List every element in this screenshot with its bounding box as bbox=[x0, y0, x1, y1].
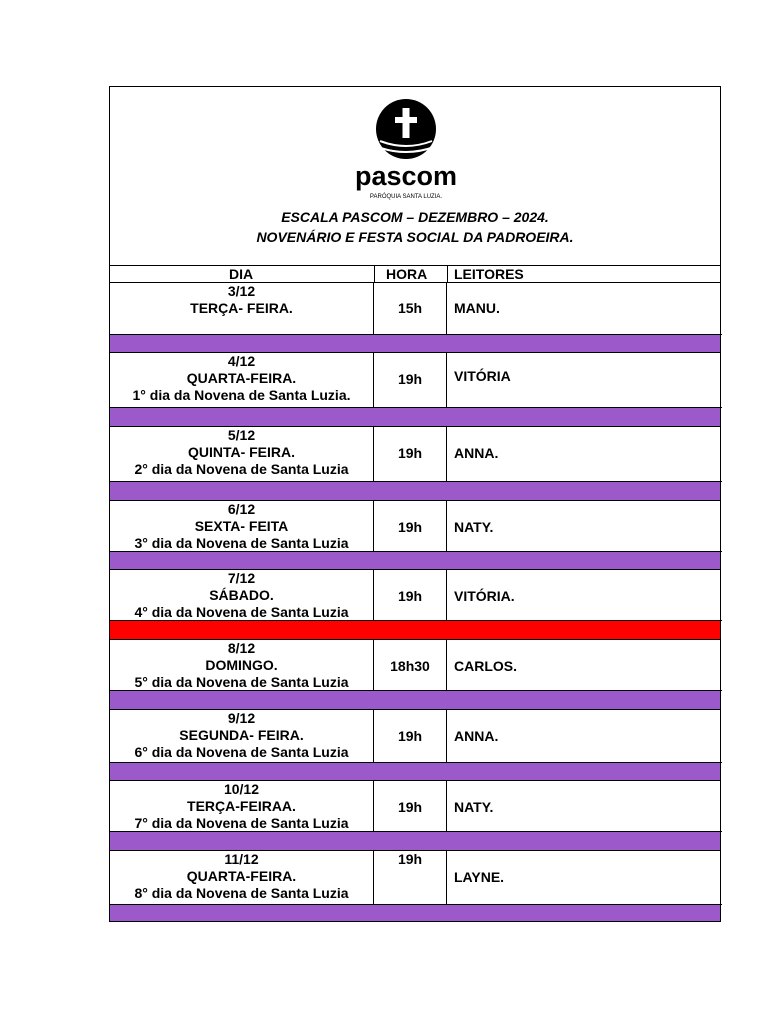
cell-leitor: VITÓRIA bbox=[454, 368, 511, 384]
separator-bar-purple bbox=[110, 408, 720, 427]
cell-hora: 19h bbox=[374, 781, 447, 831]
dia-note: 6° dia da Novena de Santa Luzia bbox=[134, 744, 349, 760]
cell-dia bbox=[110, 640, 374, 690]
table-row bbox=[110, 710, 722, 763]
cell-hora: 19h bbox=[374, 501, 447, 551]
cell-leitor: CARLOS. bbox=[454, 658, 517, 674]
separator-bar-purple bbox=[110, 905, 720, 922]
cell-dia bbox=[110, 283, 374, 334]
logo-subtitle: PARÓQUIA SANTA LUZIA. bbox=[369, 194, 443, 200]
dia-note: 4° dia da Novena de Santa Luzia bbox=[134, 604, 349, 620]
dia-note: 5° dia da Novena de Santa Luzia bbox=[134, 674, 349, 690]
cell-dia bbox=[110, 353, 374, 407]
dia-date: 4/12 bbox=[227, 353, 256, 369]
table-row bbox=[110, 570, 722, 621]
separator-bar-purple bbox=[110, 335, 720, 353]
table-row bbox=[110, 640, 722, 691]
dia-date: 10/12 bbox=[223, 781, 260, 797]
cell-dia bbox=[110, 781, 374, 831]
dia-date: 6/12 bbox=[227, 501, 256, 517]
dia-date: 9/12 bbox=[227, 710, 256, 726]
cell-leitor: NATY. bbox=[454, 799, 494, 815]
dia-date: 7/12 bbox=[227, 570, 256, 586]
dia-date: 3/12 bbox=[227, 283, 256, 299]
logo-brand: pascom bbox=[354, 161, 458, 191]
dia-date: 5/12 bbox=[227, 427, 256, 443]
column-header-leitores: LEITORES bbox=[454, 266, 524, 282]
cell-dia bbox=[110, 710, 374, 762]
dia-weekday: SEXTA- FEITA bbox=[194, 518, 289, 534]
cell-hora: 19h bbox=[374, 353, 447, 407]
dia-weekday: TERÇA-FEIRAA. bbox=[187, 798, 296, 814]
table-header bbox=[110, 265, 720, 283]
cell-hora: 19h bbox=[374, 851, 447, 904]
cell-hora: 19h bbox=[374, 710, 447, 762]
dia-weekday: TERÇA- FEIRA. bbox=[190, 300, 293, 316]
document-header bbox=[110, 87, 720, 265]
cell-hora: 19h bbox=[374, 570, 447, 620]
table-row bbox=[110, 283, 722, 335]
dia-date: 8/12 bbox=[227, 640, 256, 656]
cell-dia bbox=[110, 851, 374, 904]
document-title: ESCALA PASCOM – DEZEMBRO – 2024. bbox=[281, 209, 549, 225]
pascom-logo bbox=[346, 99, 478, 207]
cell-dia bbox=[110, 501, 374, 551]
dia-note: 3° dia da Novena de Santa Luzia bbox=[134, 535, 349, 551]
document-subtitle: NOVENÁRIO E FESTA SOCIAL DA PADROEIRA. bbox=[256, 229, 574, 245]
cell-leitor: MANU. bbox=[454, 300, 500, 316]
cell-leitor: ANNA. bbox=[454, 445, 499, 461]
dia-weekday: SEGUNDA- FEIRA. bbox=[179, 727, 304, 743]
column-header-hora: HORA bbox=[386, 266, 428, 282]
dia-weekday: QUARTA-FEIRA. bbox=[186, 868, 297, 884]
table-row bbox=[110, 501, 722, 552]
column-header-dia: DIA bbox=[229, 266, 254, 282]
table-row bbox=[110, 781, 722, 832]
table-row bbox=[110, 851, 722, 905]
cell-dia bbox=[110, 570, 374, 620]
separator-bar-purple bbox=[110, 691, 720, 710]
separator-bar-red bbox=[110, 621, 720, 640]
table-row bbox=[110, 427, 722, 482]
dia-weekday: QUARTA-FEIRA. bbox=[186, 370, 297, 386]
separator-bar-purple bbox=[110, 482, 720, 501]
dia-note: 8° dia da Novena de Santa Luzia bbox=[134, 885, 349, 901]
cell-leitor: NATY. bbox=[454, 519, 494, 535]
cell-hora: 15h bbox=[374, 283, 447, 334]
dia-weekday: DOMINGO. bbox=[205, 657, 278, 673]
table-row bbox=[110, 353, 722, 408]
dia-weekday: SÁBADO. bbox=[209, 587, 274, 603]
dia-note: 1° dia da Novena de Santa Luzia. bbox=[132, 387, 351, 403]
cell-leitor: LAYNE. bbox=[454, 869, 505, 885]
separator-bar-purple bbox=[110, 552, 720, 570]
cell-leitor: ANNA. bbox=[454, 728, 499, 744]
separator-bar-purple bbox=[110, 763, 720, 781]
dia-date: 11/12 bbox=[224, 851, 259, 867]
schedule-document bbox=[109, 86, 721, 922]
cell-hora: 18h30 bbox=[374, 640, 447, 690]
dia-weekday: QUINTA- FEIRA. bbox=[187, 444, 296, 460]
dia-note: 7° dia da Novena de Santa Luzia bbox=[134, 815, 349, 831]
cell-leitor: VITÓRIA. bbox=[454, 588, 515, 604]
cell-hora: 19h bbox=[374, 427, 447, 481]
separator-bar-purple bbox=[110, 832, 720, 851]
dia-note: 2° dia da Novena de Santa Luzia bbox=[134, 461, 349, 477]
cell-dia bbox=[110, 427, 374, 481]
